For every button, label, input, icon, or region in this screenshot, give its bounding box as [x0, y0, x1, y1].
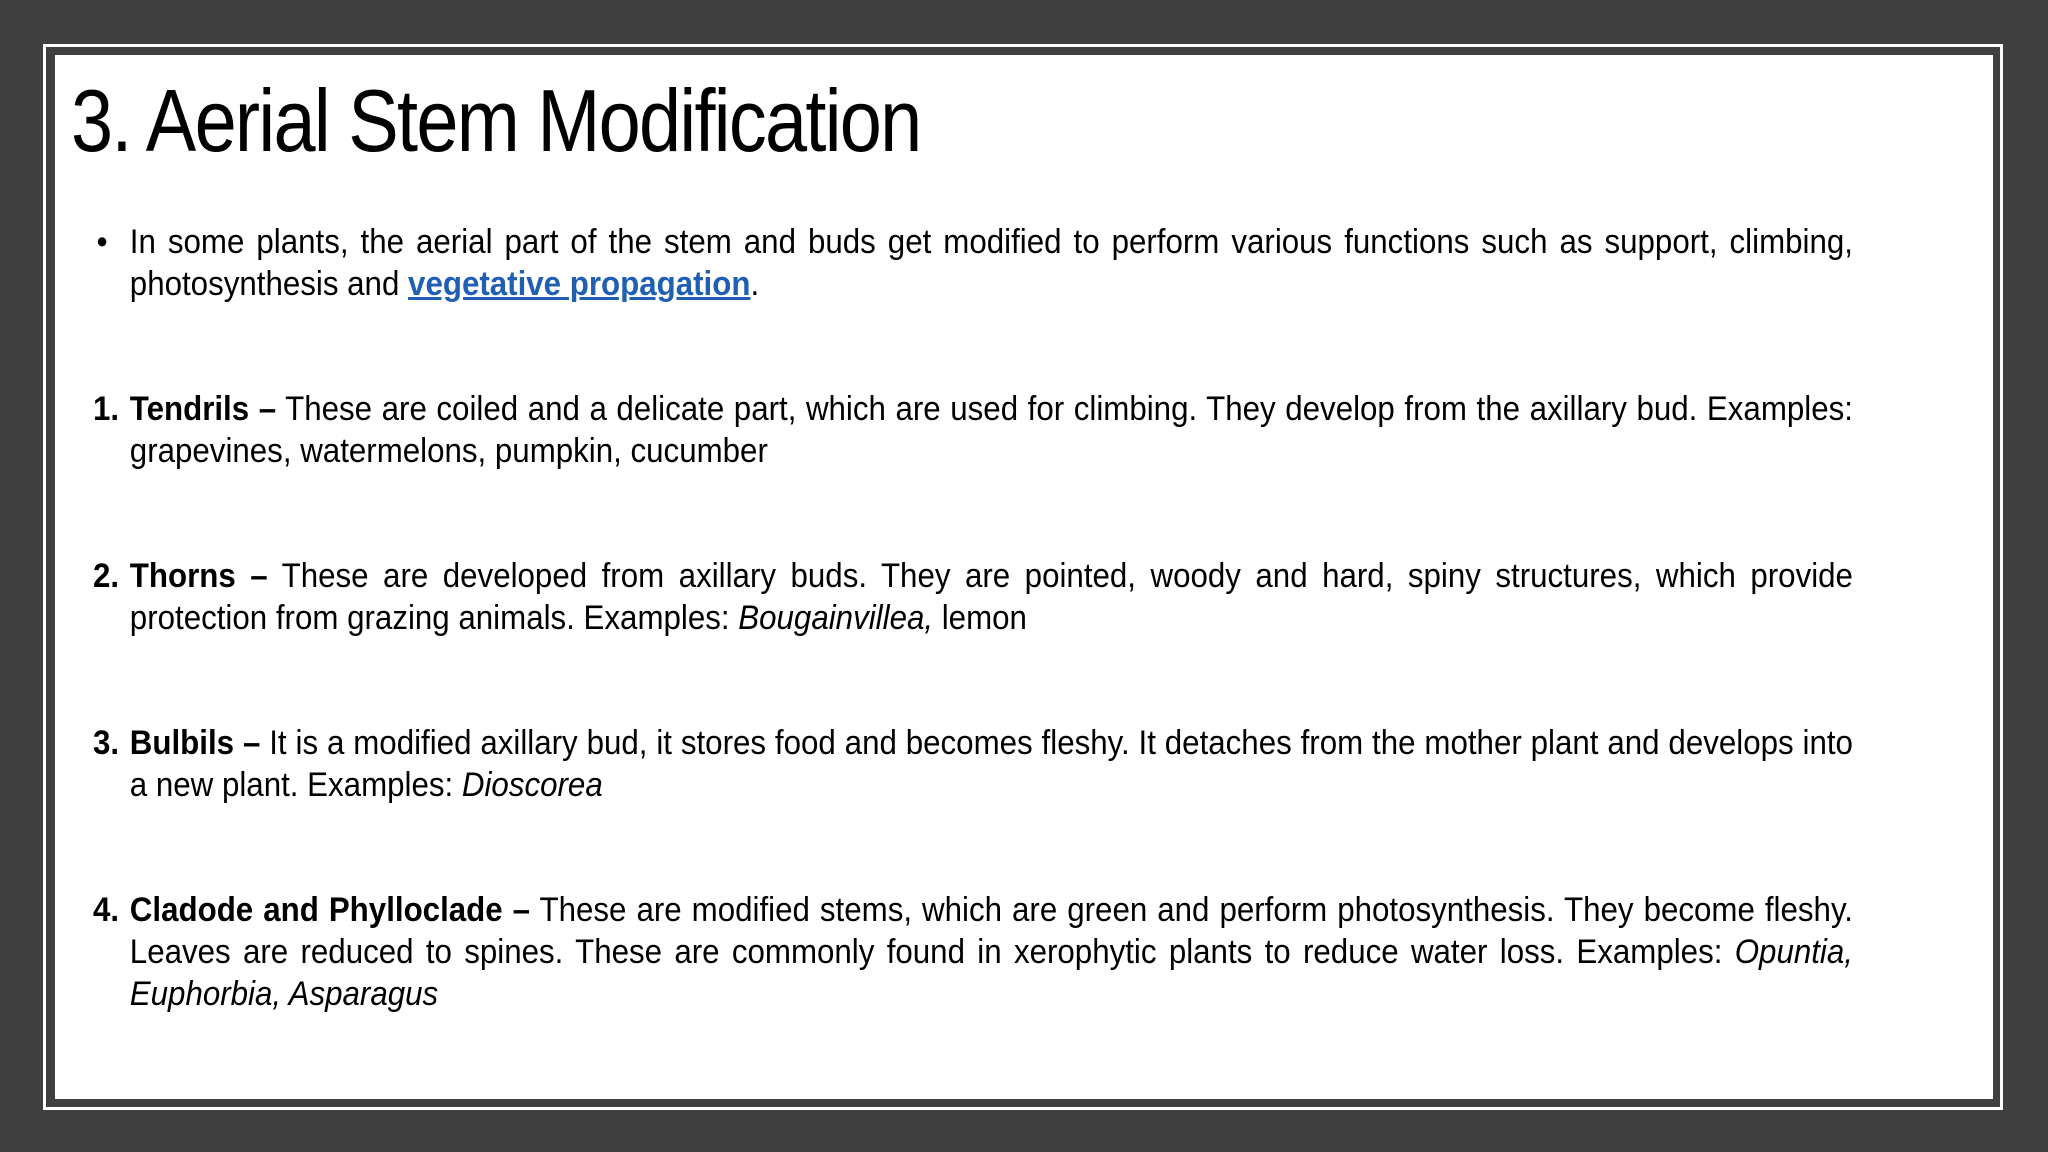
slide	[52, 52, 1996, 1102]
intro-bullet-paragraph	[93, 221, 1853, 305]
slide-title: 3. Aerial Stem Modification	[71, 71, 921, 170]
list-number: 1.	[93, 390, 120, 428]
item-text-after: lemon	[933, 599, 1027, 637]
term-cladode-phylloclade: Cladode and Phylloclade –	[129, 891, 531, 929]
list-number: 4.	[93, 891, 120, 929]
list-number: 2.	[93, 557, 120, 595]
intro-text: In some plants, the aerial part of the stem and buds get modified to perform various functions such as support, climbing, photosynthesis and	[129, 223, 1853, 303]
item-examples: Bougainvillea,	[738, 599, 934, 637]
intro-text-end: .	[750, 265, 760, 303]
bullet-marker: •	[96, 223, 108, 261]
item-examples: Dioscorea	[461, 766, 603, 804]
list-item-cladode	[93, 889, 1853, 1015]
term-tendrils: Tendrils –	[129, 390, 277, 428]
item-text: It is a modified axillary bud, it stores food and becomes fleshy. It detaches from the mother plant and develops into a new plant. Examples:	[129, 724, 1853, 804]
term-bulbils: Bulbils –	[129, 724, 261, 762]
list-number: 3.	[93, 724, 120, 762]
term-thorns: Thorns –	[129, 557, 268, 595]
list-item-tendrils	[93, 388, 1853, 472]
item-text: These are coiled and a delicate part, which are used for climbing. They develop from the axillary bud. Examples: grapevines, watermelons, pumpkin, cucumber	[129, 390, 1853, 470]
list-item-thorns	[93, 555, 1853, 639]
item-text: These are modified stems, which are green and perform photosynthesis. They become fleshy. Leaves are reduced to spines. These are commonly found in xerophytic plants to reduce water loss. Examples:	[129, 891, 1853, 971]
slide-content	[93, 221, 1853, 1015]
item-examples: Opuntia, Euphorbia, Asparagus	[129, 933, 1853, 1013]
item-text: These are developed from axillary buds. They are pointed, woody and hard, spiny structures, which provide protection from grazing animals. Examples:	[129, 557, 1853, 637]
list-item-bulbils	[93, 722, 1853, 806]
vegetative-propagation-link[interactable]: vegetative propagation	[408, 265, 751, 303]
